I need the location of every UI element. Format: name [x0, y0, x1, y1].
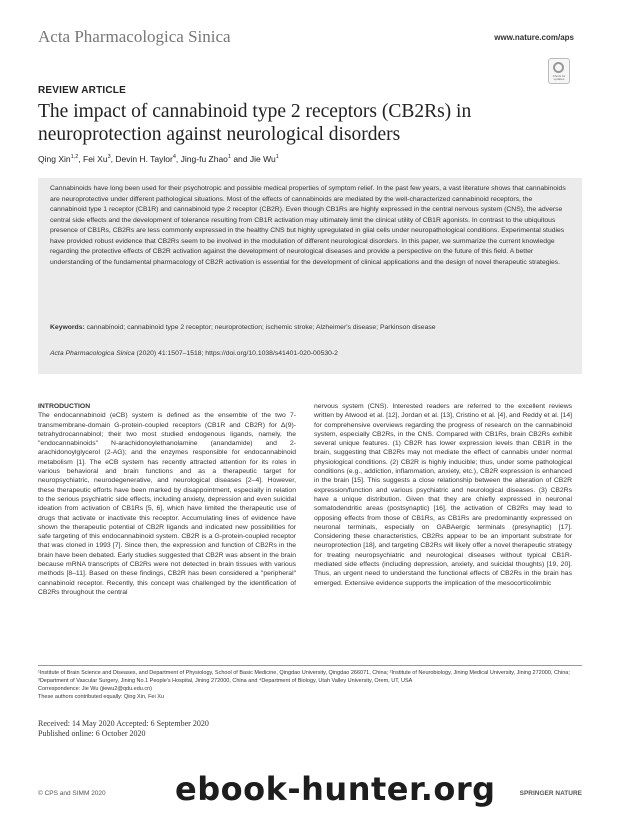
copyright: © CPS and SIMM 2020	[38, 790, 106, 797]
citation-line: Acta Pharmacologica Sinica (2020) 41:1507–1518; https://doi.org/10.1038/s41401-020-00530-2	[50, 350, 338, 357]
author[interactable]: Jing-fu Zhao$^1$	[180, 154, 231, 164]
article-type: REVIEW ARTICLE	[38, 85, 126, 96]
affiliations: ¹Institute of Brain Science and Diseases, and Department of Physiology, School of Basic Medicine, Qingdao University, Qingdao 266071, China; ²Institute of Neurobiology, Jining Medical University, Jining 272000, China; ³Department of Vascular Surgery, Jining No.1 People's Hospital, Jining 272000, China and ⁴Department of Biology, Utah Valley University, Orem, UT, USA	[38, 670, 570, 684]
keywords	[50, 323, 570, 333]
intro-paragraph-left: The endocannabinoid (eCB) system is defined as the ensemble of the two 7-transmembrane-domain G-protein-coupled receptors (CB1R and CB2R) for Δ(9)-tetrahydrocannabinol; their two most studied endogenous ligands, namely, the "endocannabinoids" N-arachidonoylethanolamine (anandamide) and 2-arachidonoylglycerol (2-AG); and the enzymes responsible for endocannabinoid metabolism [1]. The eCB system has recently attracted attention for its roles in various behavioral and brain functions and as a therapeutic target for neuropsychiatric, neurodegenerative, and neurological diseases [2–4]. However, these therapeutic efforts have been marked by disappointment, especially in relation to the serious psychiatric side effects, including anxiety, depression and even suicidal ideation from activation of CB1Rs [5, 6], which have limited the therapeutic use of drugs that activate or inactivate this receptor. Accumulating lines of evidence have shown the therapeutic potential of CB2R ligands and indicated new possibilities for safe targeting of this endocannabinoid system. CB2R is a G-protein-coupled receptor that was cloned in 1993 [7]. Since then, the expression and function of CB2Rs in the brain have been debated. Early studies suggested that CB2R was absent in the brain because mRNA transcripts of CB2Rs were not detected in brain tissues with various methods [8–11]. Based on these findings, CB2R has been considered a "peripheral" cannabinoid receptor. Recently, this concept was challenged by the identification of CB2Rs throughout the central	[38, 412, 296, 596]
author[interactable]: Devin H. Taylor$^4$	[115, 154, 176, 164]
abstract-text: Cannabinoids have long been used for their psychotropic and possible medical properties of symptom relief. In the past few years, a vast literature shows that cannabinoids are neuroprotective under different pathological situations. Most of the effects of cannabinoids are mediated by the well-characterized cannabinoid receptors, the cannabinoid type 1 receptor (CB1R) and cannabinoid type 2 receptor (CB2R). Even though CB1Rs are highly expressed in the central nervous system (CNS), the adverse central side effects and the development of tolerance resulting from CB1R activation may ultimately limit the clinical utility of CB1R agonists. In contrast to the ubiquitous presence of CB1Rs, CB2Rs are less commonly expressed in the healthy CNS but highly upregulated in glial cells under neuropathological conditions. Experimental studies have provided robust evidence that CB2Rs seem to be involved in the modulation of different neurological disorders. In this paper, we summarize the current knowledge regarding the protective effects of CB2R activation against the development of neurological diseases and provide a perspective on the future of this field. A better understanding of the fundamental pharmacology of CB2R activation is essential for the development of clinical applications and the design of novel therapeutic strategies.	[50, 185, 566, 266]
correspondence[interactable]: Correspondence: Jie Wu (jiewu2@qdu.edu.cn)	[38, 686, 153, 692]
watermark-logo: ebook-hunter.org	[175, 770, 496, 808]
author[interactable]: Jie Wu$^1$	[249, 154, 279, 164]
check-updates-icon	[553, 62, 564, 73]
doi-link[interactable]: (2020) 41:1507–1518; https://doi.org/10.1038/s41401-020-00530-2	[134, 350, 338, 357]
published-online: Published online: 6 October 2020	[38, 729, 146, 738]
journal-name: Acta Pharmacologica Sinica	[38, 27, 231, 46]
author[interactable]: Qing Xin$^{1,2}$	[38, 154, 79, 164]
received-accepted: Received: 14 May 2020 Accepted: 6 September 2020	[38, 719, 209, 728]
equal-contribution: These authors contributed equally: Qing Xin, Fei Xu	[38, 694, 164, 700]
article-title: The impact of cannabinoid type 2 receptors (CB2Rs) in neuroprotection against neurological disorders	[38, 101, 472, 145]
footnotes	[38, 669, 582, 701]
body-column-left	[38, 402, 296, 597]
section-heading-introduction: INTRODUCTION	[38, 403, 91, 410]
journal-site-link[interactable]: www.nature.com/aps	[494, 33, 574, 42]
body-column-right	[314, 402, 572, 588]
check-updates-label: Check for updates	[552, 74, 566, 81]
publisher-logo: SPRINGER NATURE	[519, 790, 582, 797]
footnote-divider	[38, 665, 582, 666]
article-dates	[38, 719, 338, 739]
check-for-updates-badge[interactable]	[548, 58, 570, 84]
keywords-label: Keywords:	[50, 324, 85, 331]
keywords-text: cannabinoid; cannabinoid type 2 receptor; neuroprotection; ischemic stroke; Alzheimer's disease; Parkinson disease	[86, 324, 436, 331]
author[interactable]: Fei Xu$^3$	[83, 154, 111, 164]
author-list: Qing Xin$^{1,2}$, Fei Xu$^3$, Devin H. Taylor$^4$, Jing-fu Zhao$^1$ and Jie Wu$^1$	[38, 154, 279, 164]
intro-paragraph-right: nervous system (CNS). Interested readers are referred to the excellent reviews written by Atwood et al. [12], Jordan et al. [13], Cristino et al. [4], and Reddy et al. [14] for comprehensive overviews regarding the progress of research on the cannabinoid system, especially CB2Rs, in the CNS. Compared with CB1Rs, brain CB2Rs exhibit several unique features. (1) CB2R has lower expression levels than CB1R in the brain, suggesting that CB2Rs may not mediate the effect of cannabis under normal physiological conditions. (2) CB2R is highly inducible; thus, under some pathological conditions (e.g., addiction, inflammation, anxiety, etc.), CB2R expression is enhanced in the brain [15]. This suggests a close relationship between the alteration of CB2R expression/function and various psychiatric and neurological diseases. (3) CB2Rs have a unique distribution. Given that they are chiefly expressed in neuronal somatodendritic areas (postsynaptic) [16], the activation of CB2Rs may lead to opposing effects from those of CB1Rs, as CB1Rs are predominantly expressed on neuronal terminals, especially on GABAergic terminals (presynaptic) [17]. Considering these characteristics, CB2Rs appear to be an important substrate for neuroprotection [18], and targeting CB2Rs will likely offer a novel therapeutic strategy for treating neuropsychiatric and neurological diseases without typical CB1R-mediated side effects (including depression, anxiety, and suicidal thoughts) [19, 20]. Thus, an urgent need to understand the functional effects of CB2Rs in the brain has emerged. Extensive evidence supports the implication of the mesocorticolimbic	[314, 403, 572, 587]
